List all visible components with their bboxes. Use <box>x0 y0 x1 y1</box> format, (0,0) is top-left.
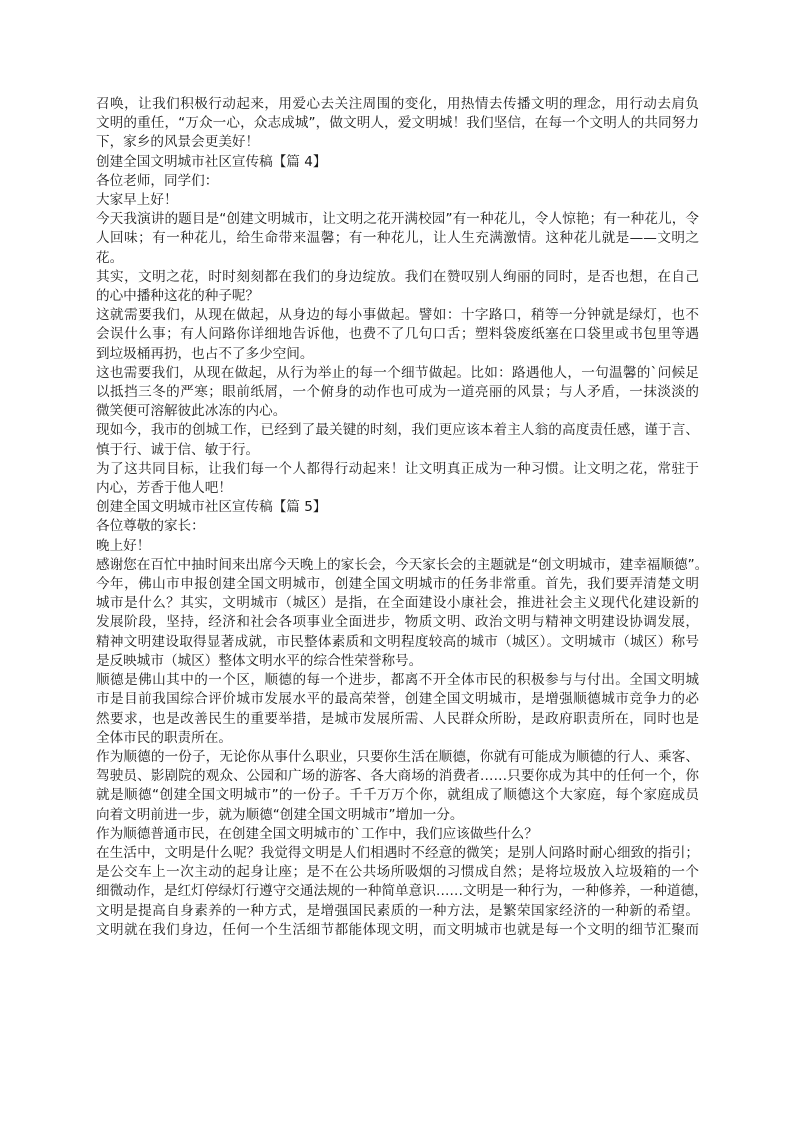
greeting: 晚上好！ <box>96 537 151 554</box>
text-line: 花。 <box>96 249 124 266</box>
text-line: 然要求，也是改善民生的重要举措，是城市发展所需、人民群众所盼，是政府职责所在，同时也是 <box>96 710 699 727</box>
text-line: 是反映城市（城区）整体文明水平的综合性荣誉称号。 <box>96 652 423 669</box>
text-line: 在生活中，文明是什么呢？我觉得文明是人们相遇时不经意的微笑；是别人问路时耐心细致的指引； <box>96 844 699 861</box>
text-line: 城市是什么？其实，文明城市（城区）是指，在全面建设小康社会，推进社会主义现代化建设新的 <box>96 595 699 612</box>
salutation: 各位老师，同学们： <box>96 172 219 189</box>
text-line: 以抵挡三冬的严寒；眼前纸屑，一个俯身的动作也可成为一道亮丽的风景；与人矛盾，一抹淡淡的 <box>96 384 699 401</box>
text-line: 驾驶员、影剧院的观众、公园和广场的游客、各大商场的消费者……只要你成为其中的任何一个，你 <box>96 768 699 785</box>
text-line: 下，家乡的风景会更美好！ <box>96 134 260 151</box>
document-body <box>96 95 709 940</box>
text-line: 是公交车上一次主动的起身让座；是不在公共场所吸烟的习惯成自然；是将垃圾放入垃圾箱的一个 <box>96 864 699 881</box>
text-line: 感谢您在百忙中抽时间来出席今天晚上的家长会，今天家长会的主题就是“创文明城市，建幸福顺德”。 <box>96 556 709 573</box>
text-line: 文明的重任，“万众一心，众志成城”，做文明人，爱文明城！我们坚信，在每一个文明人的共同努力 <box>96 115 699 132</box>
text-line: 的心中播种这花的种子呢？ <box>96 288 260 305</box>
text-line: 作为顺德普通市民，在创建全国文明城市的`工作中，我们应该做些什么？ <box>96 825 538 842</box>
text-line: 文明就在我们身边，任何一个生活细节都能体现文明，而文明城市也就是每一个文明的细节汇聚而 <box>96 921 699 938</box>
text-line: 就是顺德“创建全国文明城市”的一份子。千千万万个你，就组成了顺德这个大家庭，每个家庭成员 <box>96 787 699 804</box>
text-line: 精神文明建设取得显著成就，市民整体素质和文明程度较高的城市（城区）。文明城市（城区）称号 <box>96 633 699 650</box>
text-line: 全体市民的职责所在。 <box>96 729 232 746</box>
section-heading: 创建全国文明城市社区宣传稿【篇 4】 <box>96 153 327 170</box>
text-line: 现如今，我市的创城工作，已经到了最关键的时刻，我们更应该本着主人翁的高度责任感，谨于言、 <box>96 422 699 439</box>
text-line: 召唤，让我们积极行动起来，用爱心去关注周围的变化，用热情去传播文明的理念，用行动去肩负 <box>96 96 699 112</box>
text-line: 慎于行、诚于信、敏于行。 <box>96 441 260 458</box>
greeting: 大家早上好！ <box>96 192 178 209</box>
text-line: 今天我演讲的题目是“创建文明城市，让文明之花开满校园”有一种花儿，令人惊艳；有一种花儿，令 <box>96 211 699 228</box>
text-line: 顺德是佛山其中的一个区，顺德的每一个进步，都离不开全体市民的积极参与与付出。全国文明城 <box>96 672 699 689</box>
text-line: 作为顺德的一份子，无论你从事什么职业，只要你生活在顺德，你就有可能成为顺德的行人、乘客、 <box>96 748 699 765</box>
text-line: 今年，佛山市申报创建全国文明城市，创建全国文明城市的任务非常重。首先，我们要弄清楚文明 <box>96 576 699 593</box>
text-line: 这就需要我们，从现在做起，从身边的每小事做起。譬如：十字路口，稍等一分钟就是绿灯，也不 <box>96 307 699 324</box>
salutation: 各位尊敬的家长： <box>96 518 205 535</box>
text-line: 为了这共同目标，让我们每一个人都得行动起来！让文明真正成为一种习惯。让文明之花，常驻于 <box>96 460 699 477</box>
section-heading: 创建全国文明城市社区宣传稿【篇 5】 <box>96 499 327 516</box>
text-line: 这也需要我们，从现在做起，从行为举止的每一个细节做起。比如：路遇他人，一句温馨的`问候足 <box>96 364 699 381</box>
text-line: 发展阶段，坚持，经济和社会各项事业全面进步，物质文明、政治文明与精神文明建设协调发展， <box>96 614 699 631</box>
text-line: 会误什么事；有人问路你详细地告诉他，也费不了几句口舌；塑料袋废纸塞在口袋里或书包里等遇 <box>96 326 699 343</box>
text-line: 细微动作，是红灯停绿灯行遵守交通法规的一种简单意识……文明是一种行为，一种修养，一种道德， <box>96 883 708 900</box>
text-line: 到垃圾桶再扔，也占不了多少空间。 <box>96 345 314 362</box>
text-line: 市是目前我国综合评价城市发展水平的最高荣誉，创建全国文明城市，是增强顺德城市竞争力的必 <box>96 691 699 708</box>
text-line: 文明是提高自身素养的一种方式，是增强国民素质的一种方法，是繁荣国家经济的一种新的希望。 <box>96 902 699 919</box>
text-line: 向着文明前进一步，就为顺德“创建全国文明城市”增加一分。 <box>96 806 464 823</box>
text-line: 内心，芳香于他人吧！ <box>96 480 232 497</box>
text-line: 人回味；有一种花儿，给生命带来温馨；有一种花儿，让人生充满激情。这种花儿就是——文明之 <box>96 230 699 247</box>
text-line: 其实，文明之花，时时刻刻都在我们的身边绽放。我们在赞叹别人绚丽的同时，是否也想，在自己 <box>96 268 699 285</box>
text-line: 微笑便可溶解彼此冰冻的内心。 <box>96 403 287 420</box>
